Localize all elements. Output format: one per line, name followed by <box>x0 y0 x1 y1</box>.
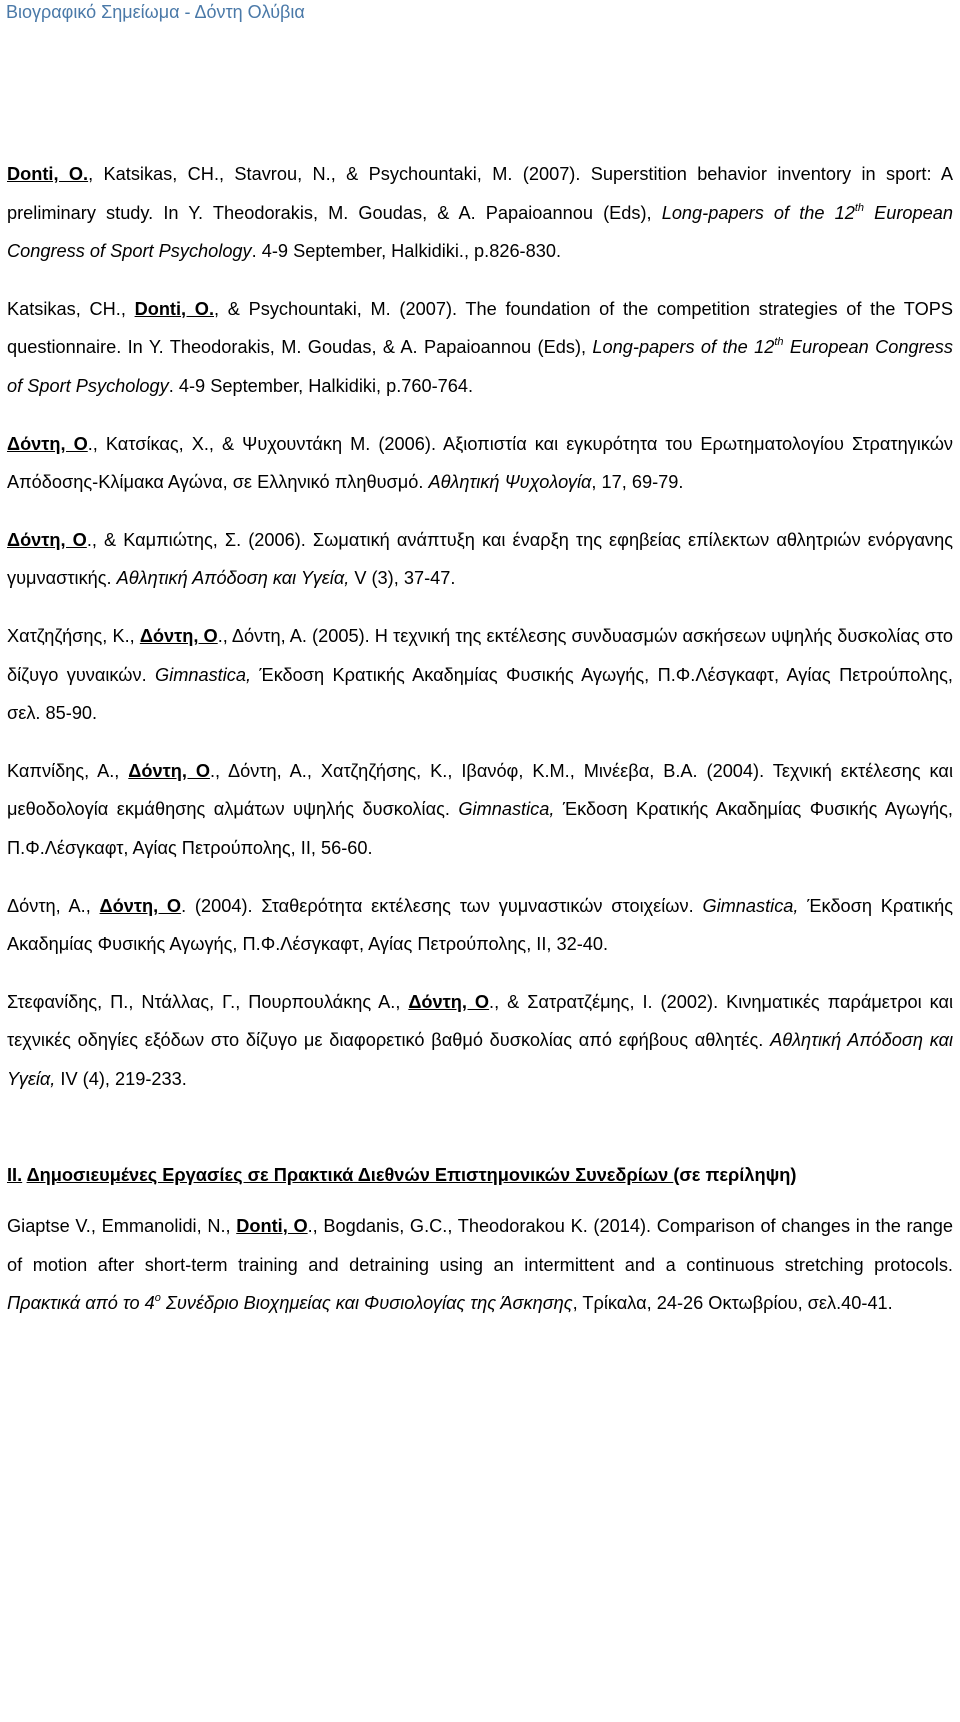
citation-text: ., Κατσίκας, Χ., & Ψυχουντάκη Μ. (2006). Αξιοπιστία και εγκυρότητα του Ερωτηματολογίου Στρατηγικών Απόδοσης-Κλίμακα Αγώνα, σε Ελληνικό πληθυσμό. <box>7 433 953 493</box>
citation-text: , Τρίκαλα, 24-26 Οκτωβρίου, σελ.40-41. <box>572 1293 893 1314</box>
section-number: ΙΙ. <box>7 1165 23 1186</box>
publication-entry <box>7 155 953 271</box>
citation-text: . (2004). Σταθερότητα εκτέλεσης των γυμναστικών στοιχείων. <box>181 895 703 916</box>
publication-entry <box>7 425 953 502</box>
publication-entry <box>7 887 953 964</box>
section-heading <box>7 1156 953 1195</box>
publication-entry <box>7 521 953 598</box>
citation-text: Έκδοση Κρατικής Ακαδημίας Φυσικής Αγωγής, Π.Φ.Λέσγκαφτ, Αγίας Πετρούπολης, ΙΙ, 32-40. <box>7 895 953 955</box>
publication-entry <box>7 617 953 733</box>
journal-title: Αθλητική Απόδοση και Υγεία, <box>116 568 350 589</box>
citation-text: . 4-9 September, Halkidiki., p.826-830. <box>251 241 562 262</box>
proceedings-title: European Congress of Sport Psychology <box>7 337 953 396</box>
journal-title: Gimnastica, <box>702 895 799 916</box>
ordinal-suffix: th <box>774 336 784 349</box>
citation-text: Έκδοση Κρατικής Ακαδημίας Φυσικής Αγωγής, Π.Φ.Λέσγκαφτ, Αγίας Πετρούπολης, ΙΙ, 56-60. <box>7 799 953 858</box>
publication-entry <box>7 1207 953 1323</box>
ordinal-suffix: th <box>854 201 865 214</box>
citation-text: V (3), 37-47. <box>349 568 456 589</box>
page-title: Βιογραφικό Σημείωμα - Δόντη Ολύβια <box>6 2 305 22</box>
publication-entry <box>7 290 953 406</box>
publication-entry <box>7 752 953 868</box>
citation-text: . 4-9 September, Halkidiki, p.760-764. <box>168 375 474 396</box>
proceedings-title: Πρακτικά από το 4 <box>7 1293 155 1314</box>
citation-text: Δόντη, Α., <box>7 895 100 916</box>
citation-text: Καπνίδης, Α., <box>7 760 129 781</box>
publication-entry <box>7 983 953 1099</box>
author-highlight: Donti, O <box>236 1216 308 1237</box>
proceedings-title: European Congress of Sport Psychology <box>7 202 953 262</box>
citation-text: Στεφανίδης, Π., Ντάλλας, Γ., Πουρπουλάκης Α., <box>7 991 409 1012</box>
citation-text: IV (4), 219-233. <box>55 1068 187 1089</box>
author-highlight: Δόντη, Ο <box>7 433 88 454</box>
citation-text: ., Δόντη, Α. (2005). Η τεχνική της εκτέλεσης συνδυασμών ασκήσεων υψηλής δυσκολίας στο δίζυγο γυναικών. <box>7 625 954 685</box>
section-title-rest: (σε περίληψη) <box>673 1165 797 1186</box>
citation-text: ., & Καμπιώτης, Σ. (2006). Σωματική ανάπτυξη και έναρξη της εφηβείας επίλεκτων αθλητριών ενόργανης γυμναστικής. <box>7 529 953 589</box>
citation-text: Katsikas, CH., <box>7 298 135 319</box>
author-highlight: Δόντη, Ο <box>7 529 87 550</box>
citation-text: ., Δόντη, Α., Χατζηζήσης, Κ., Ιβανόφ, Κ.Μ., Μινέεβα, Β.Α. (2004). Τεχνική εκτέλεσης και μεθοδολογία εκμάθησης αλμάτων υψηλής δυσκολίας. <box>7 760 953 820</box>
citation-text: , Katsikas, CH., Stavrou, N., & Psychountaki, M. (2007). Superstition behavior inventory in sport: A preliminary study. In Y. Theodorakis, M. Goudas, & A. Papaioannou (Eds), <box>7 164 953 223</box>
author-highlight: Δόντη, Ο <box>128 760 210 781</box>
citation-text: Giaptse V., Emmanolidi, N., <box>7 1216 237 1237</box>
proceedings-title: Συνέδριο Βιοχημείας και Φυσιολογίας της Άσκησης <box>160 1293 573 1314</box>
author-highlight: Donti, O. <box>134 298 214 319</box>
citation-text: Έκδοση Κρατικής Ακαδημίας Φυσικής Αγωγής, Π.Φ.Λέσγκαφτ, Αγίας Πετρούπολης, σελ. 85-90. <box>7 664 953 724</box>
publication-list <box>7 155 953 1342</box>
citation-text: , 17, 69-79. <box>591 472 684 493</box>
journal-title: Gimnastica, <box>155 664 252 685</box>
citation-text: Χατζηζήσης, Κ., <box>7 625 140 646</box>
journal-title: Αθλητική Απόδοση και Υγεία, <box>7 1030 953 1089</box>
author-highlight: Donti, O. <box>7 164 89 184</box>
section-title: Δημοσιευμένες Εργασίες σε Πρακτικά Διεθνών Επιστημονικών Συνεδρίων <box>26 1165 674 1186</box>
journal-title: Αθλητική Ψυχολογία <box>428 472 592 493</box>
author-highlight: Δόντη, Ο <box>408 991 490 1012</box>
citation-text: ., & Σατρατζέμης, Ι. (2002). Κινηματικές παράμετροι και τεχνικές οδηγίες εξόδων στο δίζυγο με διαφορετικό βαθμό δυσκολίας από εφήβους αθλητές. <box>7 991 954 1051</box>
ordinal-suffix: ο <box>154 1292 161 1305</box>
author-highlight: Δόντη, Ο <box>99 895 182 916</box>
journal-title: Gimnastica, <box>458 799 555 820</box>
proceedings-title: Long-papers of the 12 <box>661 202 855 223</box>
proceedings-title: Long-papers of the 12 <box>592 337 775 358</box>
citation-text: ., Bogdanis, G.C., Theodorakou K. (2014). Comparison of changes in the range of motion after short-term training and detraining using an intermittent and a continuous stretching protocols. <box>7 1216 954 1275</box>
author-highlight: Δόντη, Ο <box>139 625 218 646</box>
citation-text: , & Psychountaki, M. (2007). The foundation of the competition strategies of the TOPS questionnaire. In Y. Theodorakis, M. Goudas, & A. Papaioannou (Eds), <box>7 298 953 358</box>
